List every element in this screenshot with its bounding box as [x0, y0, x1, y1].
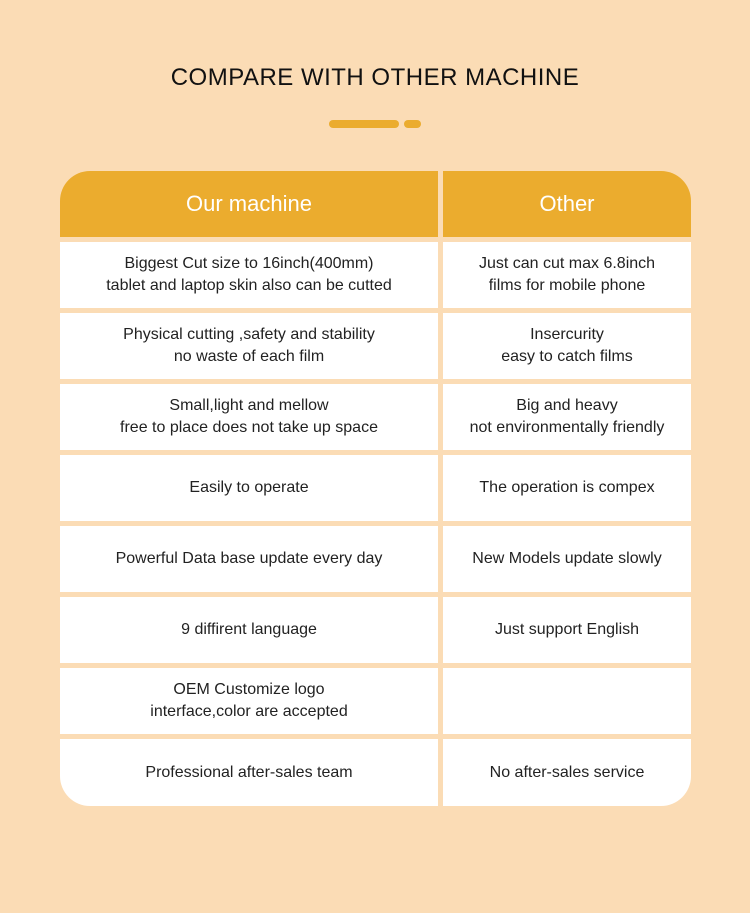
page-title: COMPARE WITH OTHER MACHINE — [170, 64, 580, 91]
row-2-other: Insercurity easy to catch films — [443, 313, 691, 379]
row-7-our-machine: OEM Customize logo interface,color are accepted — [60, 668, 438, 734]
row-4-our-machine: Easily to operate — [60, 455, 438, 521]
row-2-our-machine: Physical cutting ,safety and stability no waste of each film — [60, 313, 438, 379]
row-6-our-machine: 9 diffirent language — [60, 597, 438, 663]
row-8-other: No after-sales service — [443, 739, 691, 806]
row-6-other: Just support English — [443, 597, 691, 663]
row-1-other: Just can cut max 6.8inch films for mobile phone — [443, 242, 691, 308]
title-underline-dot — [404, 120, 421, 128]
row-7-other — [443, 668, 691, 734]
row-3-our-machine: Small,light and mellow free to place does not take up space — [60, 384, 438, 450]
row-5-our-machine: Powerful Data base update every day — [60, 526, 438, 592]
comparison-table — [60, 171, 691, 806]
row-1-our-machine: Biggest Cut size to 16inch(400mm) tablet and laptop skin also can be cutted — [60, 242, 438, 308]
row-5-other: New Models update slowly — [443, 526, 691, 592]
row-3-other: Big and heavy not environmentally friendly — [443, 384, 691, 450]
row-8-our-machine: Professional after-sales team — [60, 739, 438, 806]
header-our-machine: Our machine — [60, 171, 438, 237]
header-other: Other — [443, 171, 691, 237]
title-underline-long — [329, 120, 399, 128]
row-4-other: The operation is compex — [443, 455, 691, 521]
